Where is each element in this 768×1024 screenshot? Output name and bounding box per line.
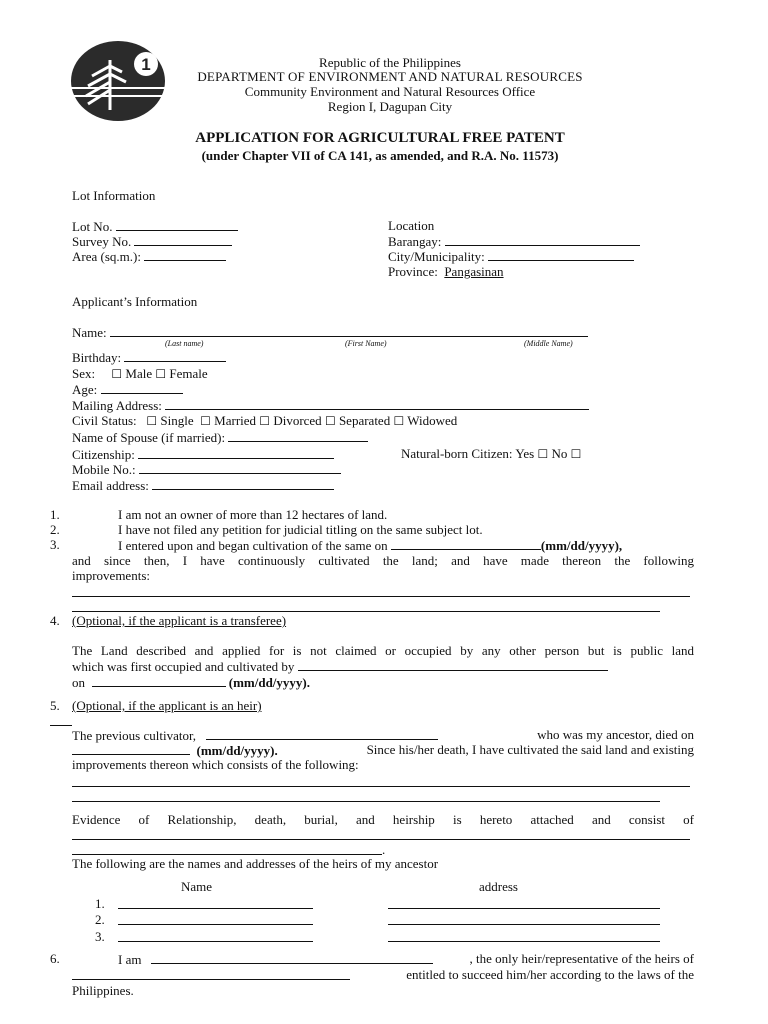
heir-3-number: 3. — [95, 929, 105, 944]
occupation-date-blank[interactable] — [92, 674, 226, 687]
male-checkbox[interactable]: ☐ — [111, 367, 123, 381]
province-value: Pangasinan — [444, 264, 504, 279]
female-checkbox[interactable]: ☐ — [155, 367, 167, 381]
evidence-line-2[interactable] — [72, 854, 382, 855]
item-6-line2: entitled to succeed him/her according to the laws of the — [72, 967, 694, 984]
logo-number: 1 — [141, 55, 151, 74]
heir-name-blank[interactable] — [151, 951, 433, 964]
first-name-hint: (First Name) — [345, 339, 387, 348]
spouse-field[interactable]: Name of Spouse (if married): — [72, 429, 368, 446]
item-5-number: 5. — [50, 698, 60, 713]
item-4-number: 4. — [50, 613, 60, 628]
item-3-line1: I entered upon and began cultivation of the same on (mm/dd/yyyy), — [118, 538, 623, 553]
divorced-checkbox[interactable]: ☐ — [259, 414, 271, 428]
last-name-hint: (Last name) — [165, 339, 204, 348]
heir-improvements-line-2[interactable] — [72, 801, 660, 802]
mobile-field[interactable]: Mobile No.: — [72, 461, 341, 478]
item-4-line1: The Land described and applied for is not claimed or occupied by any other person but is public land — [72, 643, 694, 658]
applicant-heading: Applicant’s Information — [72, 294, 198, 309]
heir-2-name[interactable] — [118, 924, 313, 925]
item-6-number: 6. — [50, 951, 60, 966]
first-occupant-blank[interactable] — [298, 658, 608, 671]
item-5-line2: (mm/dd/yyyy). Since his/her death, I have cultivated the said land and existing — [72, 742, 694, 759]
item-5-line1: The previous cultivator, who was my ancestor, died on — [72, 727, 694, 743]
age-field[interactable]: Age: — [72, 381, 183, 398]
item-1-number: 1. — [50, 507, 60, 522]
cultivation-date-blank[interactable] — [391, 537, 541, 550]
lot-heading: Lot Information — [72, 188, 156, 203]
improvements-line-1[interactable] — [72, 596, 690, 597]
item-6-line1: I am , the only heir/representative of the heirs of — [118, 951, 694, 967]
mailing-address-field[interactable]: Mailing Address: — [72, 397, 589, 414]
yes-checkbox[interactable]: ☐ — [537, 447, 549, 461]
heir-3-name[interactable] — [118, 941, 313, 942]
middle-name-hint: (Middle Name) — [524, 339, 573, 348]
item-2-number: 2. — [50, 522, 60, 537]
province-field: Province: Pangasinan — [388, 264, 504, 279]
death-date-blank[interactable] — [72, 742, 190, 755]
item-5-heading: (Optional, if the applicant is an heir) — [72, 698, 262, 713]
barangay-field[interactable]: Barangay: — [388, 233, 640, 250]
heir-1-number: 1. — [95, 896, 105, 911]
improvements-line-2[interactable] — [72, 611, 660, 612]
no-checkbox[interactable]: ☐ — [570, 447, 582, 461]
married-checkbox[interactable]: ☐ — [200, 414, 211, 428]
item-3-line2: and since then, I have continuously cultivated the land; and have made thereon the following — [72, 553, 694, 568]
item-1-text: I am not an owner of more than 12 hectares of land. — [118, 507, 388, 522]
location-label: Location — [388, 218, 435, 233]
header-line3: Community Environment and Natural Resources Office — [244, 84, 536, 99]
heir-1-name[interactable] — [118, 908, 313, 909]
item-6-line3: Philippines. — [72, 983, 134, 998]
previous-cultivator-blank[interactable] — [206, 727, 438, 740]
header-line4: Region I, Dagupan City — [327, 99, 453, 114]
separated-checkbox[interactable]: ☐ — [324, 414, 336, 428]
civil-status-field: Civil Status: ☐ Single ☐ Married ☐ Divorced ☐ Separated ☐ Widowed — [72, 413, 458, 428]
item-5-heirs-intro: The following are the names and addresses of the heirs of my ancestor — [72, 856, 439, 871]
natural-born-field: Natural-born Citizen: Yes ☐ No ☐ — [401, 446, 582, 461]
item-5-evidence: Evidence of Relationship, death, burial, and heirship is hereto attached and consist of — [72, 812, 694, 827]
heir-1-address[interactable] — [388, 908, 660, 909]
item-4-heading: (Optional, if the applicant is a transferee) — [72, 613, 287, 628]
form-title: APPLICATION FOR AGRICULTURAL FREE PATENT — [195, 130, 565, 146]
heirs-name-header: Name — [181, 879, 213, 894]
item-3-number: 3. — [50, 537, 60, 552]
sex-field: Sex: ☐ Male ☐ Female — [72, 366, 208, 381]
area-field[interactable]: Area (sq.m.): — [72, 248, 226, 265]
heir-2-address[interactable] — [388, 924, 660, 925]
evidence-line-1[interactable] — [72, 839, 690, 840]
heirs-address-header: address — [479, 879, 518, 894]
item-5-short-line — [50, 725, 72, 726]
evidence-period: . — [382, 842, 386, 857]
header-line2: DEPARTMENT OF ENVIRONMENT AND NATURAL RESOURCES — [197, 69, 583, 84]
item-3-line3: improvements: — [72, 568, 150, 583]
header-line1: Republic of the Philippines — [319, 55, 461, 70]
item-4-line3: on (mm/dd/yyyy). — [72, 675, 310, 690]
widowed-checkbox[interactable]: ☐ — [393, 414, 405, 428]
citizenship-field[interactable]: Citizenship: — [72, 446, 334, 463]
item-5-line3: improvements thereon which consists of the following: — [72, 757, 359, 772]
heir-3-address[interactable] — [388, 941, 660, 942]
birthday-field[interactable]: Birthday: — [72, 349, 226, 366]
survey-no-field[interactable]: Survey No. — [72, 233, 232, 250]
ancestor-name-blank[interactable] — [72, 967, 350, 980]
form-subtitle: (under Chapter VII of CA 141, as amended, and R.A. No. 11573) — [201, 148, 559, 163]
item-2-text: I have not filed any petition for judicial titling on the same subject lot. — [118, 522, 483, 537]
item-4-line2: which was first occupied and cultivated by — [72, 658, 608, 675]
lot-no-field[interactable]: Lot No. — [72, 218, 238, 235]
denr-logo — [70, 40, 166, 122]
name-field[interactable]: Name: — [72, 324, 588, 341]
heir-improvements-line-1[interactable] — [72, 786, 690, 787]
single-checkbox[interactable]: ☐ — [146, 414, 158, 428]
heir-2-number: 2. — [95, 912, 105, 927]
email-field[interactable]: Email address: — [72, 477, 334, 494]
city-field[interactable]: City/Municipality: — [388, 248, 634, 265]
